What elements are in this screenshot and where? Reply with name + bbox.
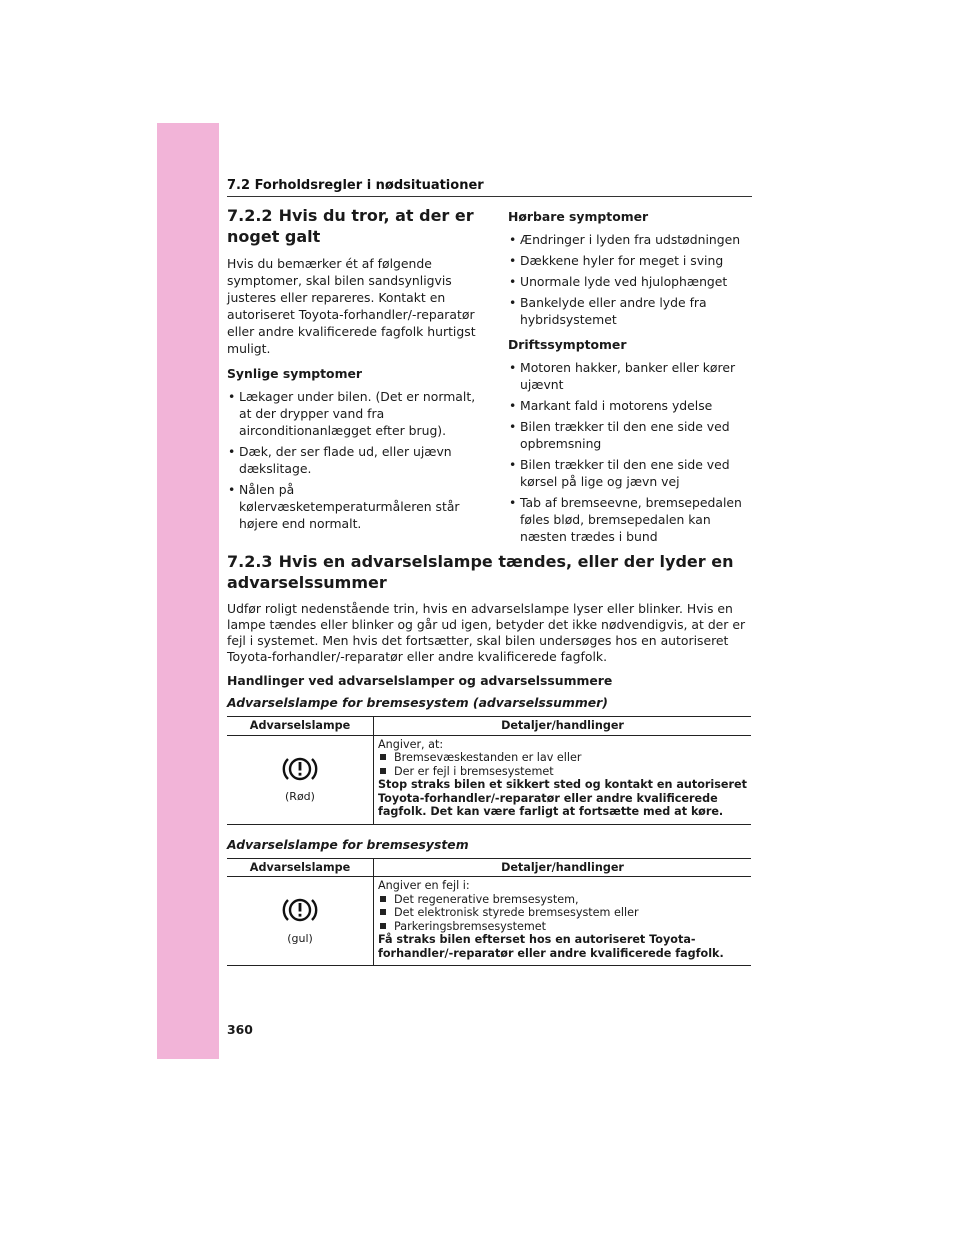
list-item: • Dæk, der ser flade ud, eller ujævn dækslitage.: [227, 443, 477, 477]
table2-caption: Advarselslampe for bremsesystem: [227, 836, 469, 852]
square-bullet-icon: [380, 768, 386, 774]
table-row: [227, 735, 751, 824]
brake-warning-icon: [280, 894, 320, 926]
section-722-heading: [227, 205, 477, 247]
audible-symptoms-list: [508, 231, 754, 328]
table2-lamp-cell: [227, 877, 374, 966]
list-item: • Markant fald i motorens ydelse: [508, 397, 754, 414]
actions-heading: Handlinger ved advarselslamper og advarselssummere: [227, 673, 613, 688]
table1-lamp-label: (Rød): [285, 790, 315, 803]
audible-symptoms-heading: Hørbare symptomer: [508, 209, 649, 224]
list-item: • Lækager under bilen. (Det er normalt, at der drypper vand fra airconditionanlægget efter brug).: [227, 388, 477, 439]
square-bullet-icon: [380, 909, 386, 915]
table2-header-lamp: Advarselslampe: [227, 858, 374, 877]
list-item: • Nålen på kølervæsketemperaturmåleren står højere end normalt.: [227, 481, 477, 532]
section-723-number: 7.2.3: [227, 552, 273, 571]
driving-symptoms-heading: Driftssymptomer: [508, 337, 627, 352]
section-722-intro: Hvis du bemærker ét af følgende symptomer, skal bilen sandsynligvis justeres eller repareres. Kontakt en autoriseret Toyota-forhandler/-reparatør eller andre kvalificerede fagfolk hurtigst muligt.: [227, 256, 476, 356]
section-722-title: Hvis du tror, at der er noget galt: [227, 206, 474, 246]
table1-lamp-cell: [227, 735, 374, 824]
table1-header-details: Detaljer/handlinger: [374, 717, 752, 736]
list-item: • Ændringer i lyden fra udstødningen: [508, 231, 754, 248]
header-section-number: 7.2: [227, 178, 251, 193]
section-723: [227, 551, 753, 978]
list-item: [378, 920, 747, 934]
square-bullet-icon: [380, 923, 386, 929]
header-section-title: Forholdsregler i nødsituationer: [254, 178, 484, 193]
section-723-intro: Udfør roligt nedenstående trin, hvis en advarselslampe lyser eller blinker. Hvis en lampe tændes eller blinker og går ud igen, betyder det ikke nødvendigvis, at der er fejl i systemet. Men hvis det fortsætter, skal bilen undersøges hos en autoriseret Toyota-forhandler/-reparatør eller andre kvalificerede fagfolk.: [227, 601, 746, 664]
brake-warning-table-red: [227, 716, 751, 825]
page-number: 360: [227, 1022, 253, 1037]
table2-details-cell: [374, 877, 752, 966]
list-item: • Unormale lyde ved hjulophænget: [508, 273, 754, 290]
brake-warning-icon: [280, 753, 320, 785]
square-bullet-icon: [380, 896, 386, 902]
table1-intro: Angiver, at:: [378, 737, 444, 751]
list-item: [378, 751, 747, 765]
table-row: [227, 877, 751, 966]
table2-item-text: Parkeringsbremsesystemet: [394, 919, 547, 933]
table1-action: Stop straks bilen et sikkert sted og kontakt en autoriseret Toyota-forhandler/-reparatør eller andre kvalificerede fagfolk. Det kan være farligt at fortsætte med at køre.: [378, 778, 747, 818]
table1-caption: Advarselslampe for bremsesystem (advarselssummer): [227, 695, 608, 710]
list-item: [378, 765, 747, 779]
table2-action: Få straks bilen efterset hos en autoriseret Toyota-forhandler/-reparatør eller andre kvalificerede fagfolk.: [378, 933, 724, 960]
table1-item-text: Bremsevæskestanden er lav eller: [394, 751, 582, 764]
table2-item-text: Det elektronisk styrede bremsesystem eller: [394, 906, 639, 919]
section-723-heading: [227, 551, 753, 593]
list-item: • Motoren hakker, banker eller kører ujævnt: [508, 359, 754, 393]
right-column: [508, 208, 754, 553]
table1-details-cell: [374, 735, 752, 824]
visible-symptoms-heading: Synlige symptomer: [227, 366, 362, 381]
chapter-tab-sidebar: [157, 123, 219, 1059]
list-item: • Bankelyde eller andre lyde fra hybridsystemet: [508, 294, 754, 328]
brake-warning-table-yellow: [227, 858, 751, 967]
running-header: [227, 178, 752, 197]
table2-item-text: Det regenerative bremsesystem,: [394, 892, 579, 906]
driving-symptoms-list: [508, 359, 754, 545]
table2-header-details: Detaljer/handlinger: [374, 858, 752, 877]
table2-lamp-label: (gul): [287, 931, 313, 945]
left-column: [227, 205, 477, 540]
list-item: [378, 893, 747, 907]
table1-header-lamp: Advarselslampe: [227, 717, 374, 736]
table2-intro: Angiver en fejl i:: [378, 879, 470, 892]
section-723-title: Hvis en advarselslampe tændes, eller der lyder en advarselssummer: [227, 552, 734, 592]
list-item: • Tab af bremseevne, bremsepedalen føles blød, bremsepedalen kan næsten trædes i bund: [508, 494, 754, 545]
list-item: • Dækkene hyler for meget i sving: [508, 252, 754, 269]
table1-item-text: Der er fejl i bremsesystemet: [394, 764, 554, 778]
visible-symptoms-list: [227, 388, 477, 532]
square-bullet-icon: [380, 754, 386, 760]
list-item: [378, 906, 747, 920]
section-722-number: 7.2.2: [227, 206, 273, 225]
list-item: • Bilen trækker til den ene side ved kørsel på lige og jævn vej: [508, 456, 754, 490]
list-item: • Bilen trækker til den ene side ved opbremsning: [508, 418, 754, 452]
